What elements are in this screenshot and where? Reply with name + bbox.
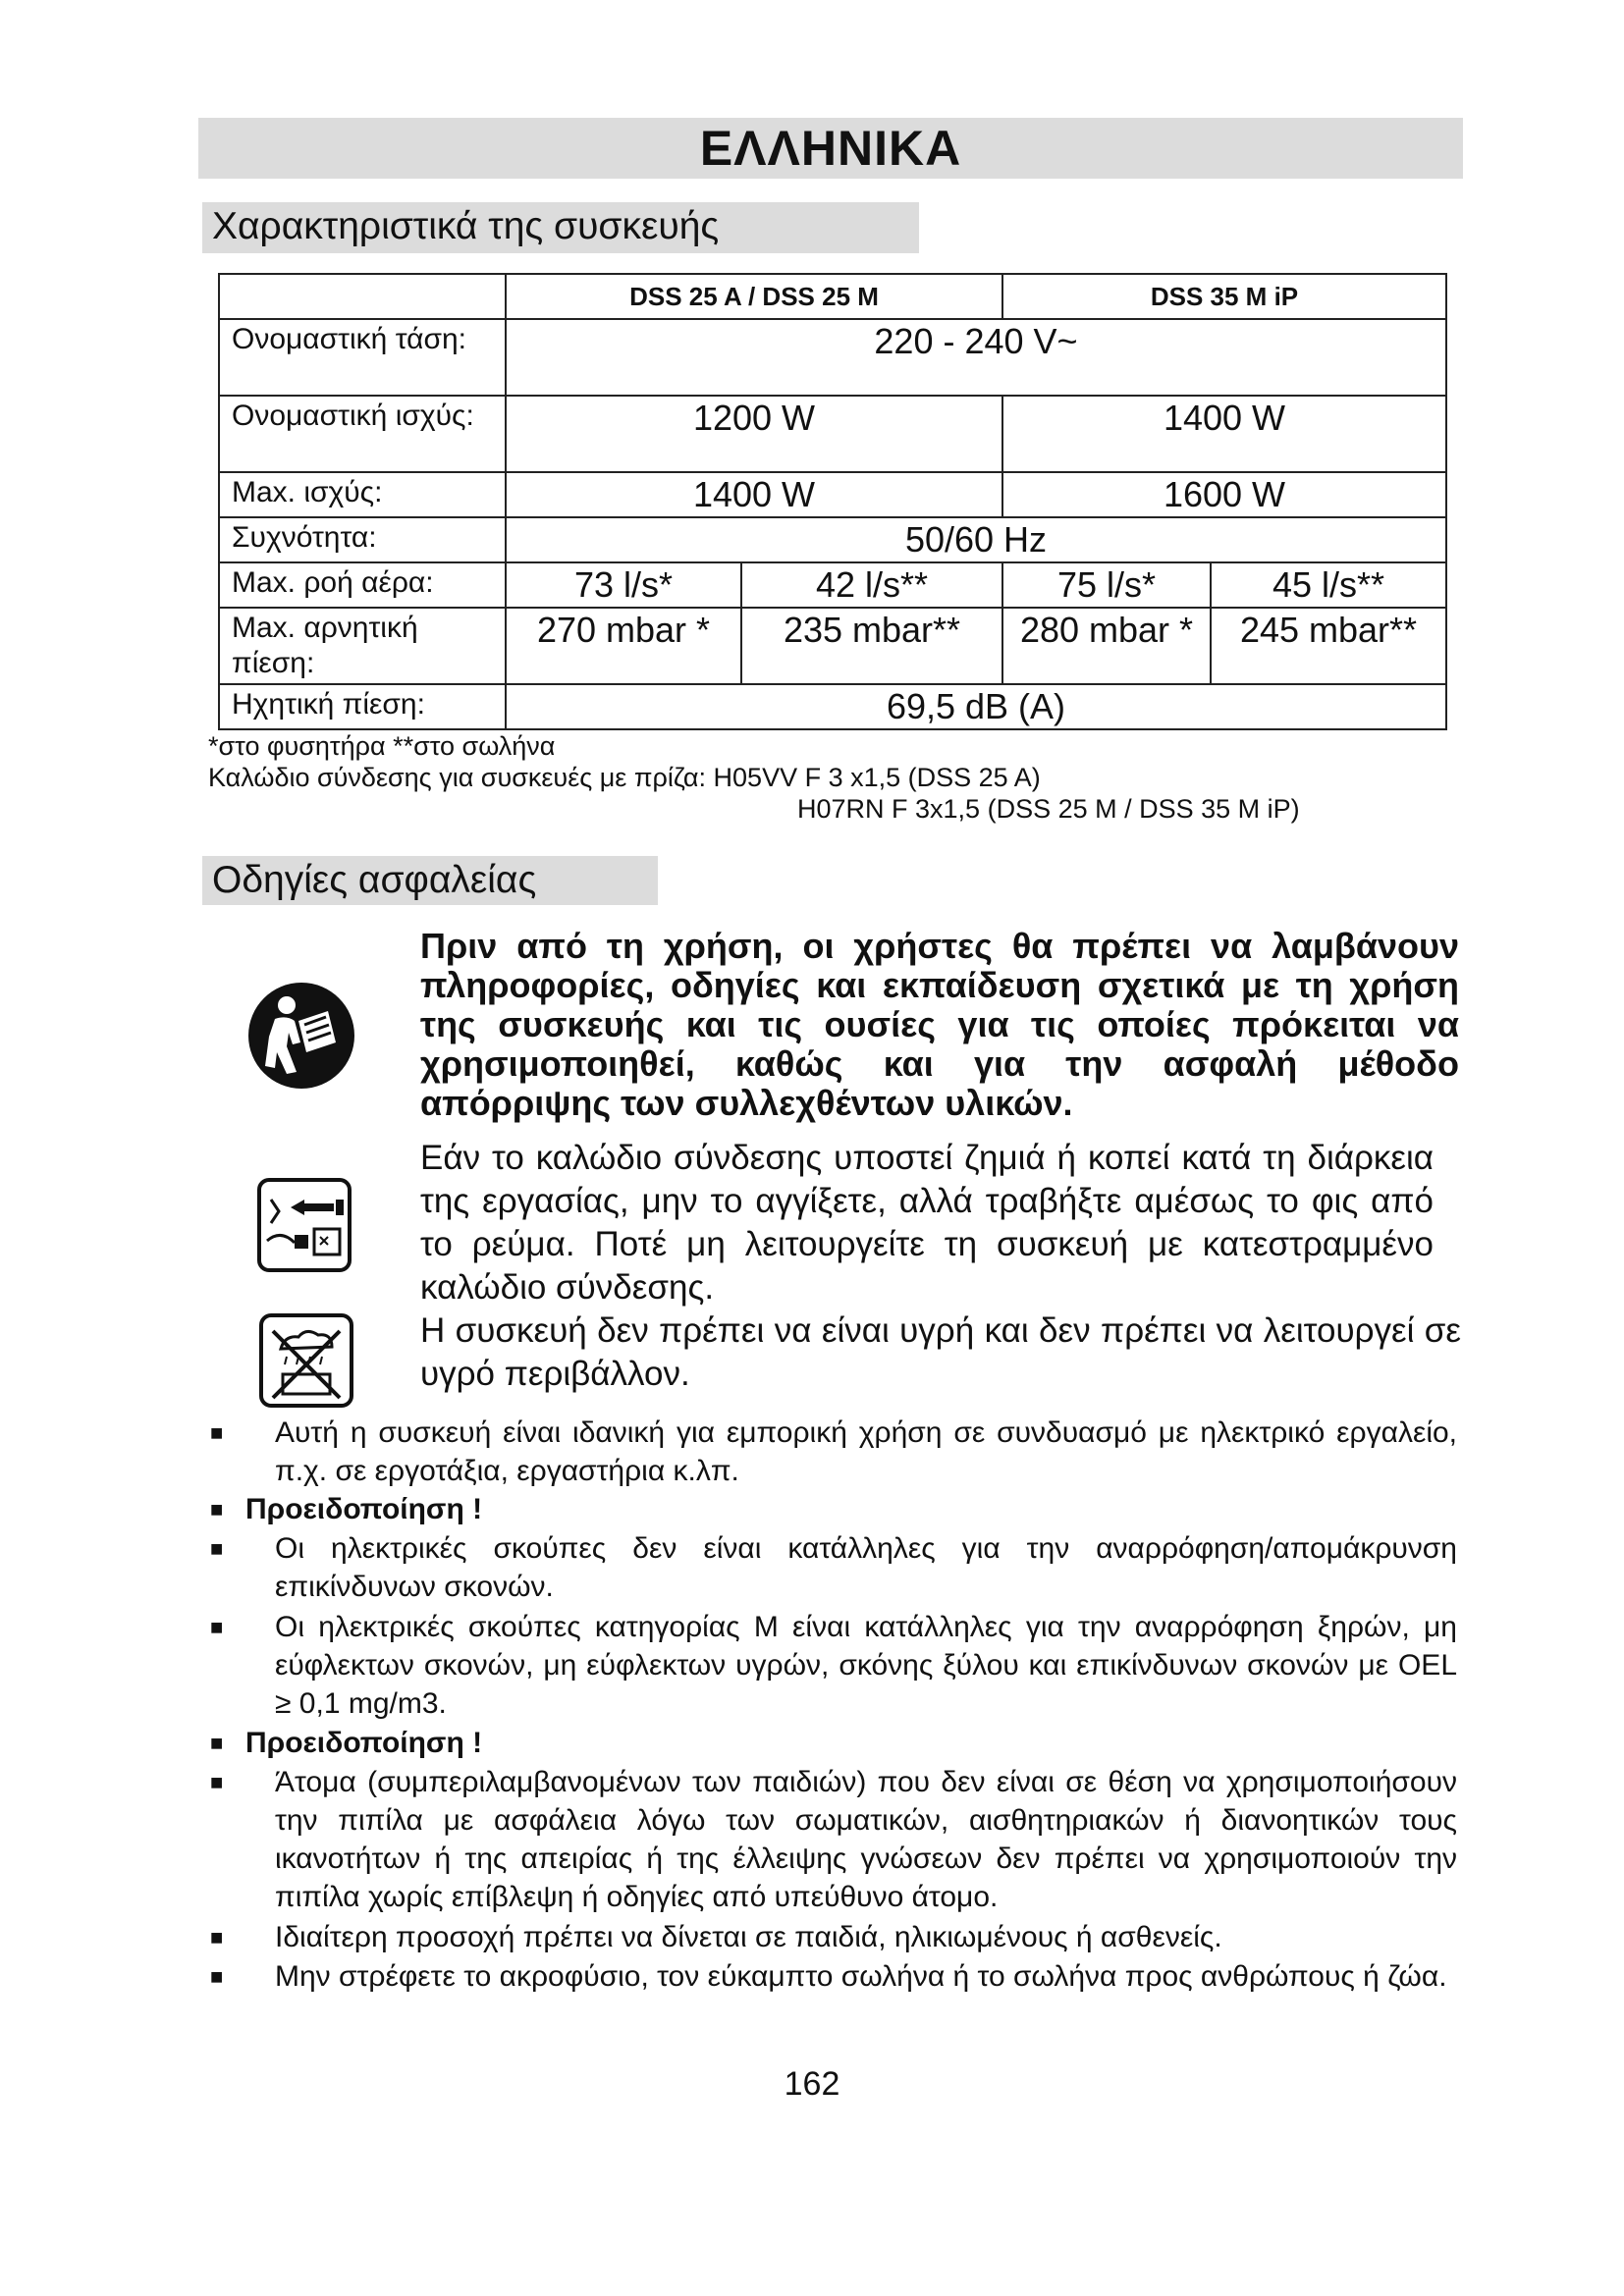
- table-row: [219, 684, 1446, 729]
- unplug-cable-icon: [257, 1178, 352, 1272]
- row-label-power: Ονομαστική ισχύς:: [219, 396, 506, 472]
- list-item: [210, 1490, 1457, 1528]
- list-item: [210, 1529, 1457, 1606]
- value-noise: 69,5 dB (A): [506, 684, 1446, 729]
- bullet-text: Ιδιαίτερη προσοχή πρέπει να δίνεται σε παιδιά, ηλικιωμένους ή ασθενείς.: [275, 1921, 1222, 1953]
- list-item: [210, 1763, 1457, 1916]
- bullet-mark: ■: [210, 1536, 224, 1561]
- row-label-frequency: Συχνότητα:: [219, 517, 506, 562]
- wet-environment-warning: Η συσκευή δεν πρέπει να είναι υγρή και δεν πρέπει να λειτουργεί σε υγρό περιβάλλον.: [420, 1311, 1461, 1393]
- row-label-max-power: Max. ισχύς:: [219, 472, 506, 517]
- bullet-mark: ■: [210, 1925, 224, 1949]
- row-label-voltage: Ονομαστική τάση:: [219, 319, 506, 396]
- value-vacuum-4: 245 mbar**: [1211, 608, 1446, 684]
- language-header: ΕΛΛΗΝΙΚΑ: [198, 118, 1463, 179]
- bullet-text: Άτομα (συμπεριλαμβανομένων των παιδιών) που δεν είναι σε θέση να χρησιμοποιήσουν την πιπίλα με ασφάλεια λόγω των σωματικών, αισθητηριακών ή διανοητικών τους ικανοτήτων ή της απειρίας ή της έλλειψης γνώσεων δεν πρέπει να χρησιμοποιούν την πιπίλα χωρίς επίβλεψη ή οδηγίες από υπεύθυνο άτομο.: [275, 1766, 1457, 1913]
- features-heading: Χαρακτηριστικά της συσκευής: [202, 202, 919, 253]
- safety-heading: Οδηγίες ασφαλείας: [202, 856, 658, 905]
- value-power-dss25: 1200 W: [506, 396, 1002, 472]
- table-row: [219, 562, 1446, 608]
- bullet-mark: ■: [210, 1770, 224, 1794]
- value-airflow-1: 73 l/s*: [506, 562, 741, 608]
- value-vacuum-1: 270 mbar *: [506, 608, 741, 684]
- table-row: [219, 472, 1446, 517]
- table-footnote: *στο φυσητήρα **στο σωλήνα: [208, 731, 556, 761]
- no-wet-environment-icon: [259, 1313, 353, 1408]
- bullet-text: Μην στρέφετε το ακροφύσιο, τον εύκαμπτο σωλήνα ή το σωλήνα προς ανθρώπους ή ζώα.: [275, 1960, 1447, 1993]
- table-row: [219, 319, 1446, 396]
- cable-spec-line-2: H07RN F 3x1,5 (DSS 25 M / DSS 35 M iP): [797, 794, 1300, 824]
- bullet-mark: ■: [210, 1964, 224, 1989]
- row-label-vacuum: Max. αρνητική πίεση:: [219, 608, 506, 684]
- page-number: 162: [784, 2065, 840, 2103]
- value-max-power-dss35: 1600 W: [1002, 472, 1446, 517]
- bullet-text: Αυτή η συσκευή είναι ιδανική για εμπορική χρήση σε συνδυασμό με ηλεκτρικό εργαλείο, π.χ. σε εργοτάξια, εργαστήρια κ.λπ.: [275, 1416, 1457, 1487]
- safety-intro: Πριν από τη χρήση, οι χρήστες θα πρέπει να λαμβάνουν πληροφορίες, οδηγίες και εκπαίδευση σχετικά με τη χρήση της συσκευής και τις ουσίες για τις οποίες πρόκειται να χρησιμοποιηθεί, καθώς και για την ασφαλή μέθοδο απόρριψης των συλλεχθέντων υλικών.: [420, 926, 1459, 1123]
- warning-heading: Προειδοποίηση !: [245, 1493, 483, 1525]
- value-vacuum-3: 280 mbar *: [1002, 608, 1211, 684]
- bullet-mark: ■: [210, 1615, 224, 1639]
- bullet-mark: ■: [210, 1731, 224, 1755]
- list-item: [210, 1414, 1457, 1490]
- value-frequency: 50/60 Hz: [506, 517, 1446, 562]
- read-manual-icon: [247, 982, 355, 1090]
- list-item: [210, 1918, 1457, 1956]
- list-item: [210, 1957, 1457, 1996]
- value-airflow-2: 42 l/s**: [741, 562, 1002, 608]
- column-header-dss35: DSS 35 M iP: [1002, 274, 1446, 319]
- specs-table: [218, 273, 1447, 730]
- table-corner-cell: [219, 274, 506, 319]
- value-vacuum-2: 235 mbar**: [741, 608, 1002, 684]
- value-airflow-4: 45 l/s**: [1211, 562, 1446, 608]
- value-max-power-dss25: 1400 W: [506, 472, 1002, 517]
- table-row: [219, 517, 1446, 562]
- table-row: [219, 396, 1446, 472]
- row-label-airflow: Max. ροή αέρα:: [219, 562, 506, 608]
- value-power-dss35: 1400 W: [1002, 396, 1446, 472]
- warning-heading: Προειδοποίηση !: [245, 1727, 483, 1759]
- row-label-noise: Ηχητική πίεση:: [219, 684, 506, 729]
- table-header-row: [219, 274, 1446, 319]
- cable-spec-line-1: Καλώδιο σύνδεσης για συσκευές με πρίζα: H05VV F 3 x1,5 (DSS 25 A): [208, 763, 1041, 792]
- bullet-mark: ■: [210, 1420, 224, 1445]
- list-item: [210, 1608, 1457, 1723]
- bullet-text: Οι ηλεκτρικές σκούπες κατηγορίας M είναι κατάλληλες για την αναρρόφηση ξηρών, μη εύφλεκτων σκονών, μη εύφλεκτων υγρών, σκόνης ξύλου και επικίνδυνων σκονών με OEL ≥ 0,1 mg/m3.: [275, 1611, 1457, 1720]
- value-airflow-3: 75 l/s*: [1002, 562, 1211, 608]
- value-voltage: 220 - 240 V~: [506, 319, 1446, 396]
- bullet-text: Οι ηλεκτρικές σκούπες δεν είναι κατάλληλες για την αναρρόφηση/απομάκρυνση επικίνδυνων σκονών.: [275, 1532, 1457, 1603]
- table-row: [219, 608, 1446, 684]
- bullet-mark: ■: [210, 1497, 224, 1522]
- cable-damage-warning: Εάν το καλώδιο σύνδεσης υποστεί ζημιά ή κοπεί κατά τη διάρκεια της εργασίας, μην το αγγίξετε, αλλά τραβήξτε αμέσως το φις από το ρεύμα. Ποτέ μη λειτουργείτε τη συσκευή με κατεστραμμένο καλώδιο σύνδεσης.: [420, 1139, 1434, 1307]
- column-header-dss25: DSS 25 A / DSS 25 M: [506, 274, 1002, 319]
- list-item: [210, 1724, 1457, 1762]
